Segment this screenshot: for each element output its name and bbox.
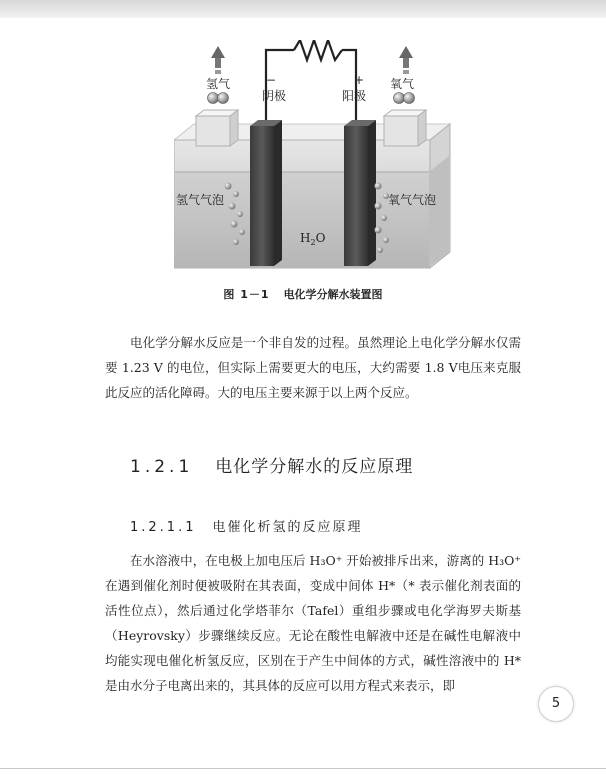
oxygen-molecule-icon (394, 93, 415, 104)
caption-number: 图 1－1 (223, 288, 270, 301)
hydrogen-collector (196, 110, 238, 146)
cathode-label: 阴极 (262, 89, 287, 103)
anode-label: 阳极 (342, 89, 367, 103)
electrolysis-figure (174, 40, 454, 280)
figure-caption (0, 286, 606, 302)
paragraph-her-principle: 在水溶液中，在电极上加电压后 H₃O⁺ 开始被排斥出来，游离的 H₃O⁺ 在遇到催化剂时便被吸附在其表面，变成中间体 H*（* 表示催化剂表面的活性位点），然后通过化学塔菲尔（Tafel）重组步骤或电化学海罗夫斯基（Heyrovsky）步骤继续反应。无论在酸性电解液中还是在碱性电解液中均能实现电催化析氢反应，区别在于产生中间体的方式，碱性溶液中的 H* 是由水分子电离出来的，其具体的反应可以用方程式来表示，即 (105, 553, 521, 693)
water (175, 172, 429, 267)
resistor-icon (294, 40, 342, 60)
caption-title: 电化学分解水装置图 (283, 288, 383, 301)
paragraph-intro: 电化学分解水反应是一个非自发的过程。虽然理论上电化学分解水仅需要 1.23 V 的电位，但实际上需要更大的电压，大约需要 1.8 V电压来克服此反应的活化障碍。大的电压主要来源于以上两个反应。 (105, 335, 521, 400)
page-number: 5 (538, 686, 574, 722)
hydrogen-bubbles-label: 氢气气泡 (176, 193, 225, 207)
up-arrow-icon (399, 46, 413, 74)
hydrogen-label: 氢气 (206, 77, 231, 91)
anode-electrode (344, 120, 376, 266)
wire-circuit (266, 40, 356, 130)
subsection-title: 电催化析氢的反应原理 (212, 520, 363, 535)
minus-sign: − (266, 73, 277, 87)
subsection-heading (130, 516, 363, 535)
page-footer-line (0, 768, 606, 769)
water-label: $H_2O$ (300, 231, 326, 247)
hydrogen-molecule-icon (208, 93, 229, 104)
subsection-number: 1.2.1.1 (130, 520, 197, 535)
cathode-electrode (250, 120, 282, 266)
electrolysis-diagram (174, 40, 454, 280)
up-arrow-icon (211, 46, 225, 74)
oxygen-collector (384, 110, 426, 146)
oxygen-label: 氧气 (390, 77, 415, 91)
oxygen-bubbles-label: 氧气气泡 (388, 193, 437, 207)
plus-sign: + (354, 73, 365, 87)
page-header-band (0, 0, 606, 18)
section-number: 1.2.1 (130, 457, 194, 477)
section-heading (130, 452, 413, 477)
section-title: 电化学分解水的反应原理 (215, 457, 414, 477)
